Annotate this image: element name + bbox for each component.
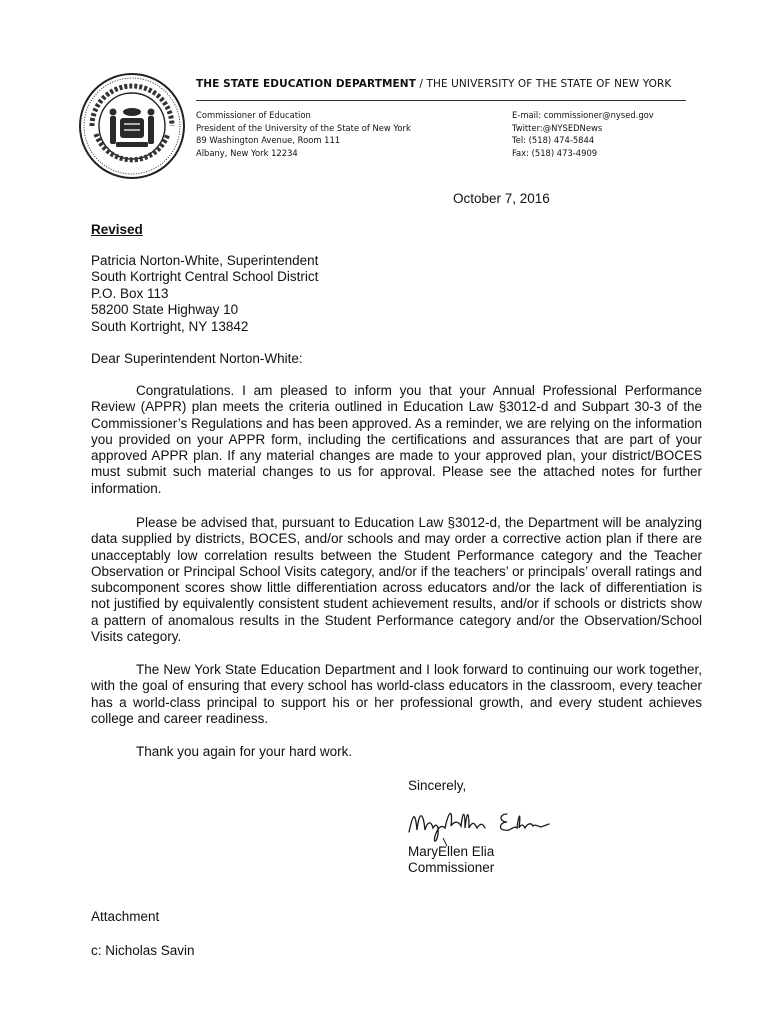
revised-label: Revised — [91, 222, 143, 237]
email-line: E-mail: commissioner@nysed.gov — [512, 110, 654, 120]
closing: Sincerely, — [408, 778, 467, 793]
signer-block — [408, 844, 494, 877]
recipient-address — [91, 253, 318, 335]
office-contact — [512, 109, 654, 159]
letter-date: October 7, 2016 — [453, 191, 550, 206]
cc-line: c: Nicholas Savin — [91, 943, 195, 958]
signer-name: MaryEllen Elia — [408, 844, 495, 859]
body-paragraph: The New York State Education Department and I look forward to continuing our work together, with the goal of ensuring that every school has world-class educators in the classroom, every teacher has a world-class principal to support his or her professional growth, and every student achieves college and career readiness. — [91, 662, 702, 726]
university-name: / THE UNIVERSITY OF THE STATE OF NEW YORK — [415, 78, 672, 90]
recipient-line: 58200 State Highway 10 — [91, 302, 239, 318]
office-line: Commissioner of Education — [196, 110, 311, 120]
twitter-line: Twitter:@NYSEDNews — [512, 122, 603, 133]
recipient-line: South Kortright Central School District — [91, 269, 319, 285]
salutation: Dear Superintendent Norton-White: — [91, 351, 303, 366]
handwritten-signature — [403, 800, 553, 850]
office-address — [196, 109, 411, 159]
signer-title: Commissioner — [408, 860, 495, 876]
office-line: Albany, New York 12234 — [196, 147, 298, 158]
phone-line: Tel: (518) 474-5844 — [512, 135, 595, 146]
fax-line: Fax: (518) 473-4909 — [512, 147, 598, 158]
office-line: President of the University of the State of New York — [196, 122, 411, 133]
body-paragraph: Congratulations. I am pleased to inform you that your Annual Professional Performance Review (APPR) plan meets the criteria outlined in Education Law §3012-d and Subpart 30-3 of the Commissioner’s Regulations and has been approved. As a reminder, we are relying on the information you provided on your APPR form, including the certifications and assurances that are part of your approved APPR plan. If any material changes are made to your approved plan, your district/BOCES must submit such material changes to us for approval. Please see the attached notes for further information. — [91, 383, 702, 496]
state-seal-logo — [78, 72, 186, 180]
body-paragraph: Thank you again for your hard work. — [136, 744, 353, 759]
department-name: THE STATE EDUCATION DEPARTMENT — [196, 78, 416, 90]
body-paragraph: Please be advised that, pursuant to Education Law §3012-d, the Department will be analyzing data supplied by districts, BOCES, and/or schools and may order a corrective action plan if there are unacceptably low correlation results between the Student Performance category and the Teacher Observation or Principal School Visits category, and/or if the teachers’ or principals’ overall ratings and subcomponent scores show little differentiation across educators and/or the lack of differentiation is not justified by equivalently consistent student achievement results, and/or if schools or districts show a pattern of anomalous results in the Student Performance category and/or the Observation/School Visits category. — [91, 515, 702, 645]
department-header — [196, 78, 671, 90]
office-line: 89 Washington Avenue, Room 111 — [196, 135, 341, 146]
recipient-line: P.O. Box 113 — [91, 285, 169, 301]
recipient-line: Patricia Norton-White, Superintendent — [91, 253, 319, 268]
header-divider — [196, 100, 686, 101]
attachment-note: Attachment — [91, 909, 160, 924]
recipient-line: South Kortright, NY 13842 — [91, 318, 249, 334]
